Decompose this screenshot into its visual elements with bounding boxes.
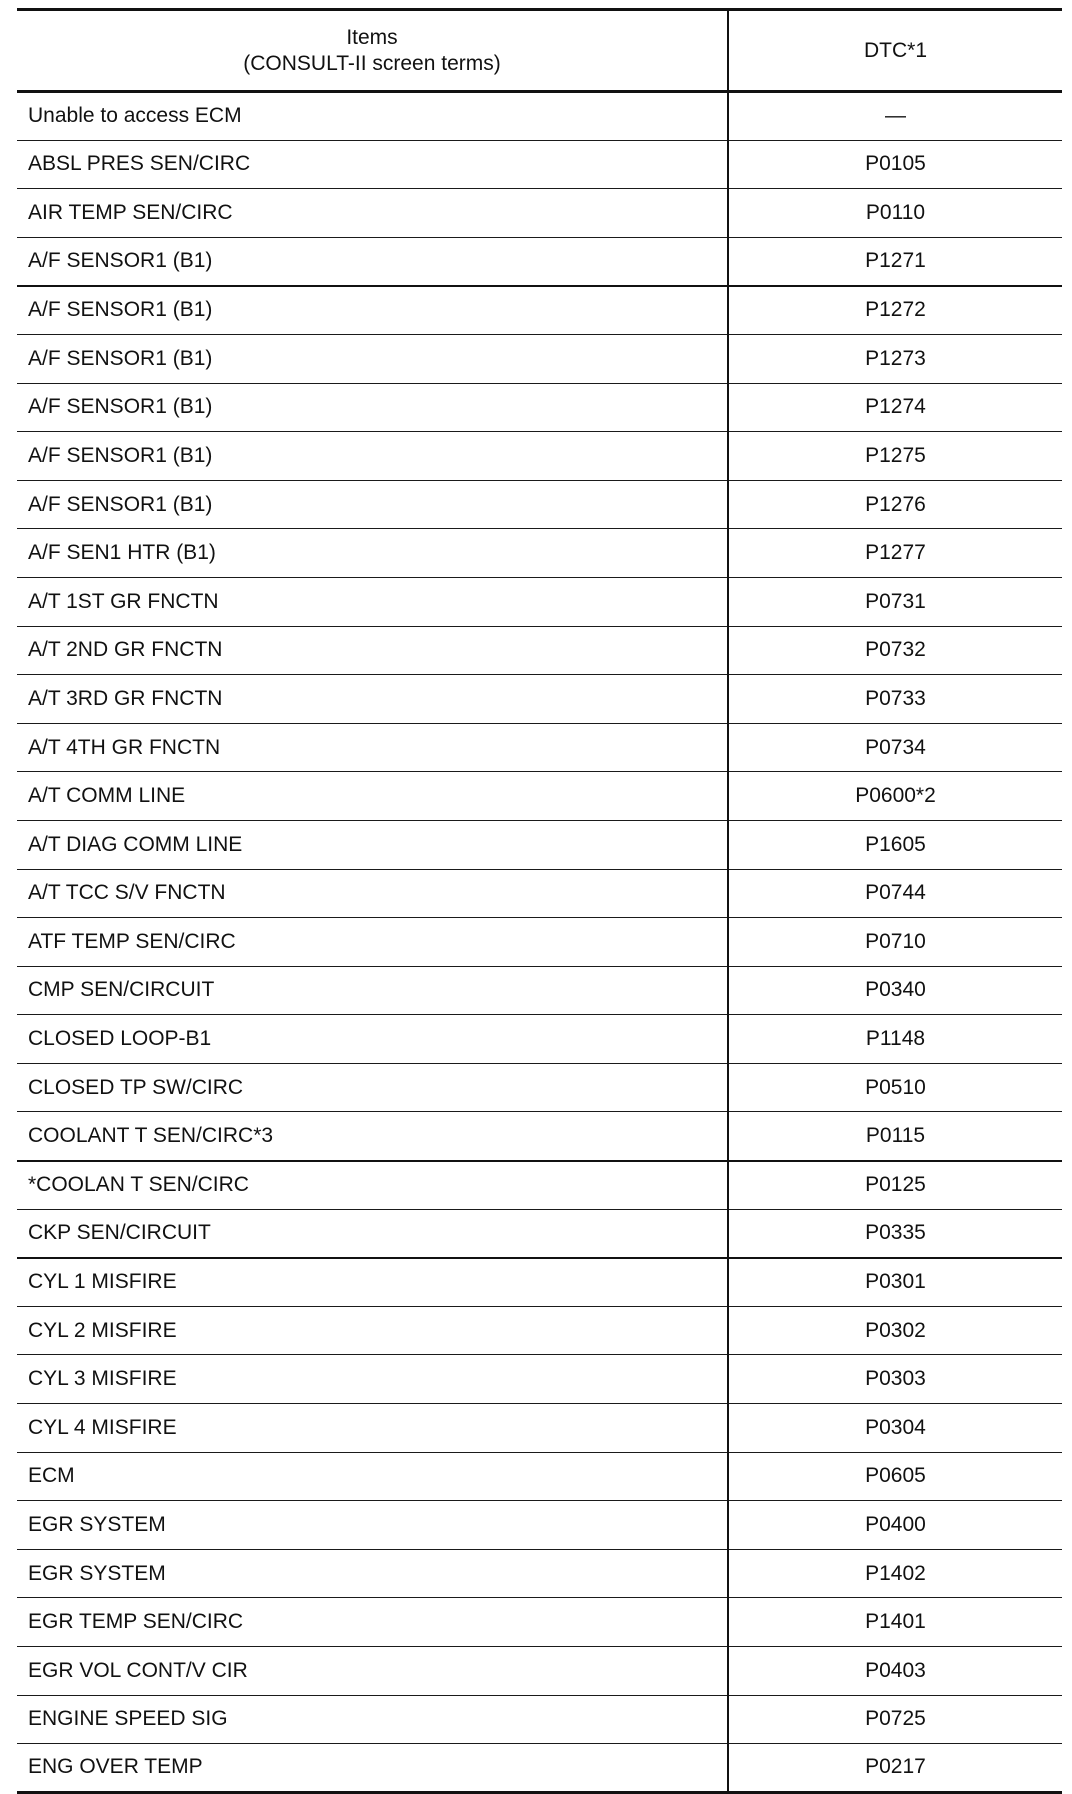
- table-row: [17, 1306, 1062, 1355]
- dtc-cell: P1276: [728, 480, 1062, 529]
- dtc-cell: P0403: [728, 1647, 1062, 1696]
- dtc-cell: P0400: [728, 1501, 1062, 1550]
- dtc-cell: P0744: [728, 869, 1062, 918]
- table-row: [17, 577, 1062, 626]
- item-cell: CYL 1 MISFIRE: [17, 1258, 728, 1307]
- item-cell: A/T 4TH GR FNCTN: [17, 723, 728, 772]
- item-cell: CLOSED LOOP-B1: [17, 1015, 728, 1064]
- item-cell: A/T 1ST GR FNCTN: [17, 577, 728, 626]
- item-cell: *COOLAN T SEN/CIRC: [17, 1161, 728, 1210]
- table-row: [17, 675, 1062, 724]
- item-cell: A/T TCC S/V FNCTN: [17, 869, 728, 918]
- dtc-cell: P0301: [728, 1258, 1062, 1307]
- items-column-header: [17, 10, 728, 92]
- dtc-cell: P0217: [728, 1744, 1062, 1793]
- table-row: [17, 189, 1062, 238]
- dtc-cell: P0125: [728, 1161, 1062, 1210]
- table-row: [17, 529, 1062, 578]
- table-row: [17, 1744, 1062, 1793]
- dtc-cell: P0340: [728, 966, 1062, 1015]
- table-row: [17, 1063, 1062, 1112]
- table-row: [17, 1549, 1062, 1598]
- table-row: [17, 92, 1062, 141]
- dtc-items-table: [17, 8, 1062, 1794]
- dtc-cell: P0725: [728, 1695, 1062, 1744]
- item-cell: Unable to access ECM: [17, 92, 728, 141]
- dtc-cell: P1148: [728, 1015, 1062, 1064]
- dtc-cell: P0733: [728, 675, 1062, 724]
- item-cell: A/F SENSOR1 (B1): [17, 383, 728, 432]
- item-cell: EGR SYSTEM: [17, 1549, 728, 1598]
- dtc-cell: P1272: [728, 286, 1062, 335]
- table-body: [17, 92, 1062, 1793]
- header-row: [17, 10, 1062, 92]
- table-row: [17, 334, 1062, 383]
- dtc-cell: P0304: [728, 1404, 1062, 1453]
- items-header-title: Items: [346, 25, 398, 49]
- item-cell: COOLANT T SEN/CIRC*3: [17, 1112, 728, 1161]
- table-row: [17, 1209, 1062, 1258]
- item-cell: ECM: [17, 1452, 728, 1501]
- dtc-cell: P0335: [728, 1209, 1062, 1258]
- dtc-cell: P0115: [728, 1112, 1062, 1161]
- item-cell: EGR VOL CONT/V CIR: [17, 1647, 728, 1696]
- item-cell: A/T 2ND GR FNCTN: [17, 626, 728, 675]
- table-header: [17, 10, 1062, 92]
- table-row: [17, 480, 1062, 529]
- dtc-cell: P1275: [728, 432, 1062, 481]
- item-cell: CKP SEN/CIRCUIT: [17, 1209, 728, 1258]
- item-cell: CYL 3 MISFIRE: [17, 1355, 728, 1404]
- dtc-cell: P0302: [728, 1306, 1062, 1355]
- item-cell: CYL 4 MISFIRE: [17, 1404, 728, 1453]
- item-cell: EGR SYSTEM: [17, 1501, 728, 1550]
- table-row: [17, 1258, 1062, 1307]
- table-row: [17, 723, 1062, 772]
- dtc-column-header: DTC*1: [728, 10, 1062, 92]
- item-cell: AIR TEMP SEN/CIRC: [17, 189, 728, 238]
- table-row: [17, 1695, 1062, 1744]
- dtc-cell: P1277: [728, 529, 1062, 578]
- table-row: [17, 1161, 1062, 1210]
- table-row: [17, 626, 1062, 675]
- dtc-cell: P0731: [728, 577, 1062, 626]
- item-cell: ENGINE SPEED SIG: [17, 1695, 728, 1744]
- table-row: [17, 918, 1062, 967]
- dtc-cell: P0510: [728, 1063, 1062, 1112]
- item-cell: A/F SENSOR1 (B1): [17, 334, 728, 383]
- table-row: [17, 1355, 1062, 1404]
- dtc-cell: P1274: [728, 383, 1062, 432]
- table-row: [17, 1404, 1062, 1453]
- item-cell: A/T 3RD GR FNCTN: [17, 675, 728, 724]
- item-cell: A/T DIAG COMM LINE: [17, 820, 728, 869]
- dtc-cell: P1271: [728, 237, 1062, 286]
- table-row: [17, 772, 1062, 821]
- table-row: [17, 1452, 1062, 1501]
- dtc-cell: P1273: [728, 334, 1062, 383]
- item-cell: A/F SENSOR1 (B1): [17, 286, 728, 335]
- item-cell: A/F SEN1 HTR (B1): [17, 529, 728, 578]
- table-row: [17, 869, 1062, 918]
- item-cell: CMP SEN/CIRCUIT: [17, 966, 728, 1015]
- item-cell: ATF TEMP SEN/CIRC: [17, 918, 728, 967]
- item-cell: CLOSED TP SW/CIRC: [17, 1063, 728, 1112]
- dtc-cell: P1401: [728, 1598, 1062, 1647]
- dtc-cell: P0732: [728, 626, 1062, 675]
- item-cell: CYL 2 MISFIRE: [17, 1306, 728, 1355]
- table-row: [17, 286, 1062, 335]
- dtc-cell: P0303: [728, 1355, 1062, 1404]
- item-cell: ABSL PRES SEN/CIRC: [17, 140, 728, 189]
- table-row: [17, 383, 1062, 432]
- table-row: [17, 1501, 1062, 1550]
- table-row: [17, 820, 1062, 869]
- table-row: [17, 1598, 1062, 1647]
- dtc-cell: —: [728, 92, 1062, 141]
- item-cell: EGR TEMP SEN/CIRC: [17, 1598, 728, 1647]
- table-row: [17, 140, 1062, 189]
- dtc-cell: P0734: [728, 723, 1062, 772]
- table-row: [17, 966, 1062, 1015]
- dtc-cell: P0110: [728, 189, 1062, 238]
- table-row: [17, 1112, 1062, 1161]
- items-header-subtitle: (CONSULT-II screen terms): [243, 51, 501, 75]
- item-cell: A/F SENSOR1 (B1): [17, 432, 728, 481]
- dtc-cell: P1605: [728, 820, 1062, 869]
- item-cell: A/T COMM LINE: [17, 772, 728, 821]
- table-row: [17, 237, 1062, 286]
- table-row: [17, 1015, 1062, 1064]
- dtc-cell: P0105: [728, 140, 1062, 189]
- dtc-cell: P0600*2: [728, 772, 1062, 821]
- item-cell: A/F SENSOR1 (B1): [17, 480, 728, 529]
- item-cell: ENG OVER TEMP: [17, 1744, 728, 1793]
- table-row: [17, 1647, 1062, 1696]
- dtc-cell: P0710: [728, 918, 1062, 967]
- dtc-cell: P1402: [728, 1549, 1062, 1598]
- dtc-cell: P0605: [728, 1452, 1062, 1501]
- table-row: [17, 432, 1062, 481]
- item-cell: A/F SENSOR1 (B1): [17, 237, 728, 286]
